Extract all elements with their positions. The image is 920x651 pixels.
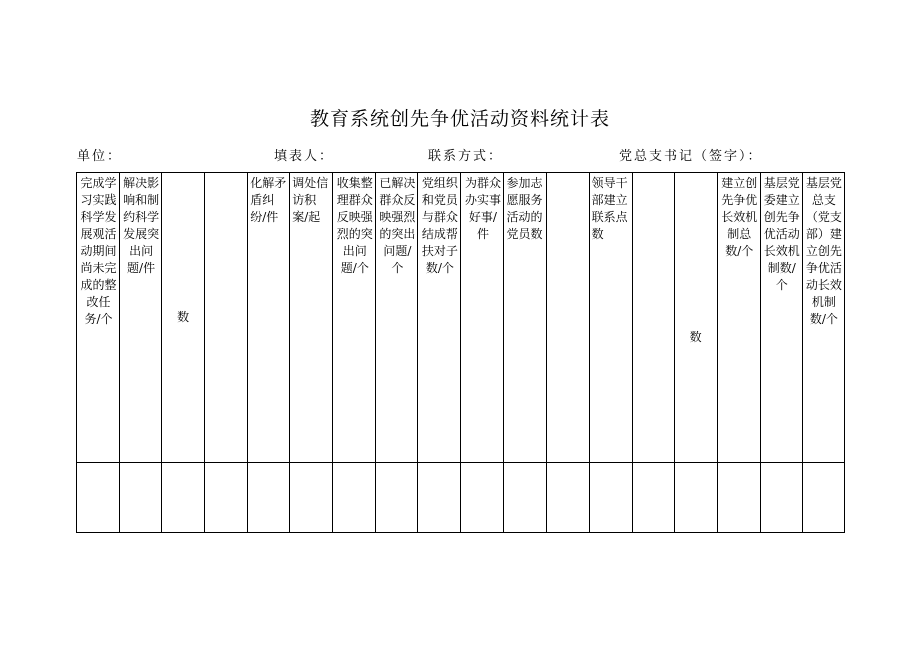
statistics-table: [76, 172, 845, 533]
data-cell[interactable]: [674, 463, 717, 533]
header-cell: 基层党委建立创先争优活动长效机制数/个: [760, 173, 802, 463]
data-cell[interactable]: [504, 463, 546, 533]
header-cell: 收集整理群众反映强烈的突出问题/个: [333, 173, 376, 463]
data-cell[interactable]: [248, 463, 290, 533]
data-cell[interactable]: [589, 463, 632, 533]
data-cell[interactable]: [290, 463, 333, 533]
data-cell[interactable]: [717, 463, 760, 533]
header-cell: [205, 173, 248, 463]
header-cell: 为群众办实事好事/件: [461, 173, 504, 463]
header-cell: 数: [162, 173, 205, 463]
header-cell: 党组织和党员与群众结成帮扶对子数/个: [418, 173, 461, 463]
data-cell[interactable]: [546, 463, 589, 533]
header-cell: 已解决群众反映强烈的突出问题/个: [376, 173, 418, 463]
secretary-signature-label: 党总支书记（签字）：: [619, 149, 763, 164]
header-cell: 领导干部建立联系点数: [589, 173, 632, 463]
filler-label: 填表人：: [274, 149, 335, 164]
data-cell[interactable]: [760, 463, 802, 533]
header-cell: 完成学习实践科学发展观活动期间尚未完成的整改任务/个: [77, 173, 120, 463]
data-cell[interactable]: [632, 463, 674, 533]
data-cell[interactable]: [205, 463, 248, 533]
data-cell[interactable]: [376, 463, 418, 533]
table-row: [77, 463, 845, 533]
data-cell[interactable]: [461, 463, 504, 533]
data-cell[interactable]: [120, 463, 162, 533]
page-title: 教育系统创先争优活动资料统计表: [309, 108, 610, 130]
header-cell: 数: [674, 173, 717, 463]
header-cell: 参加志愿服务活动的党员数: [504, 173, 546, 463]
data-cell[interactable]: [802, 463, 844, 533]
header-cell: 基层党总支（党支部）建立创先争优活动长效机制数/个: [802, 173, 844, 463]
header-cell: 化解矛盾纠纷/件: [248, 173, 290, 463]
header-cell: 调处信访积案/起: [290, 173, 333, 463]
contact-label: 联系方式：: [428, 149, 504, 164]
header-row: [77, 173, 845, 463]
unit-label: 单位：: [77, 149, 123, 164]
data-cell[interactable]: [418, 463, 461, 533]
header-cell: [546, 173, 589, 463]
header-cell: 解决影响和制约科学发展突出问题/件: [120, 173, 162, 463]
data-cell[interactable]: [77, 463, 120, 533]
header-cell: 建立创先争优长效机制总数/个: [717, 173, 760, 463]
data-cell[interactable]: [162, 463, 205, 533]
header-cell: [632, 173, 674, 463]
data-cell[interactable]: [333, 463, 376, 533]
